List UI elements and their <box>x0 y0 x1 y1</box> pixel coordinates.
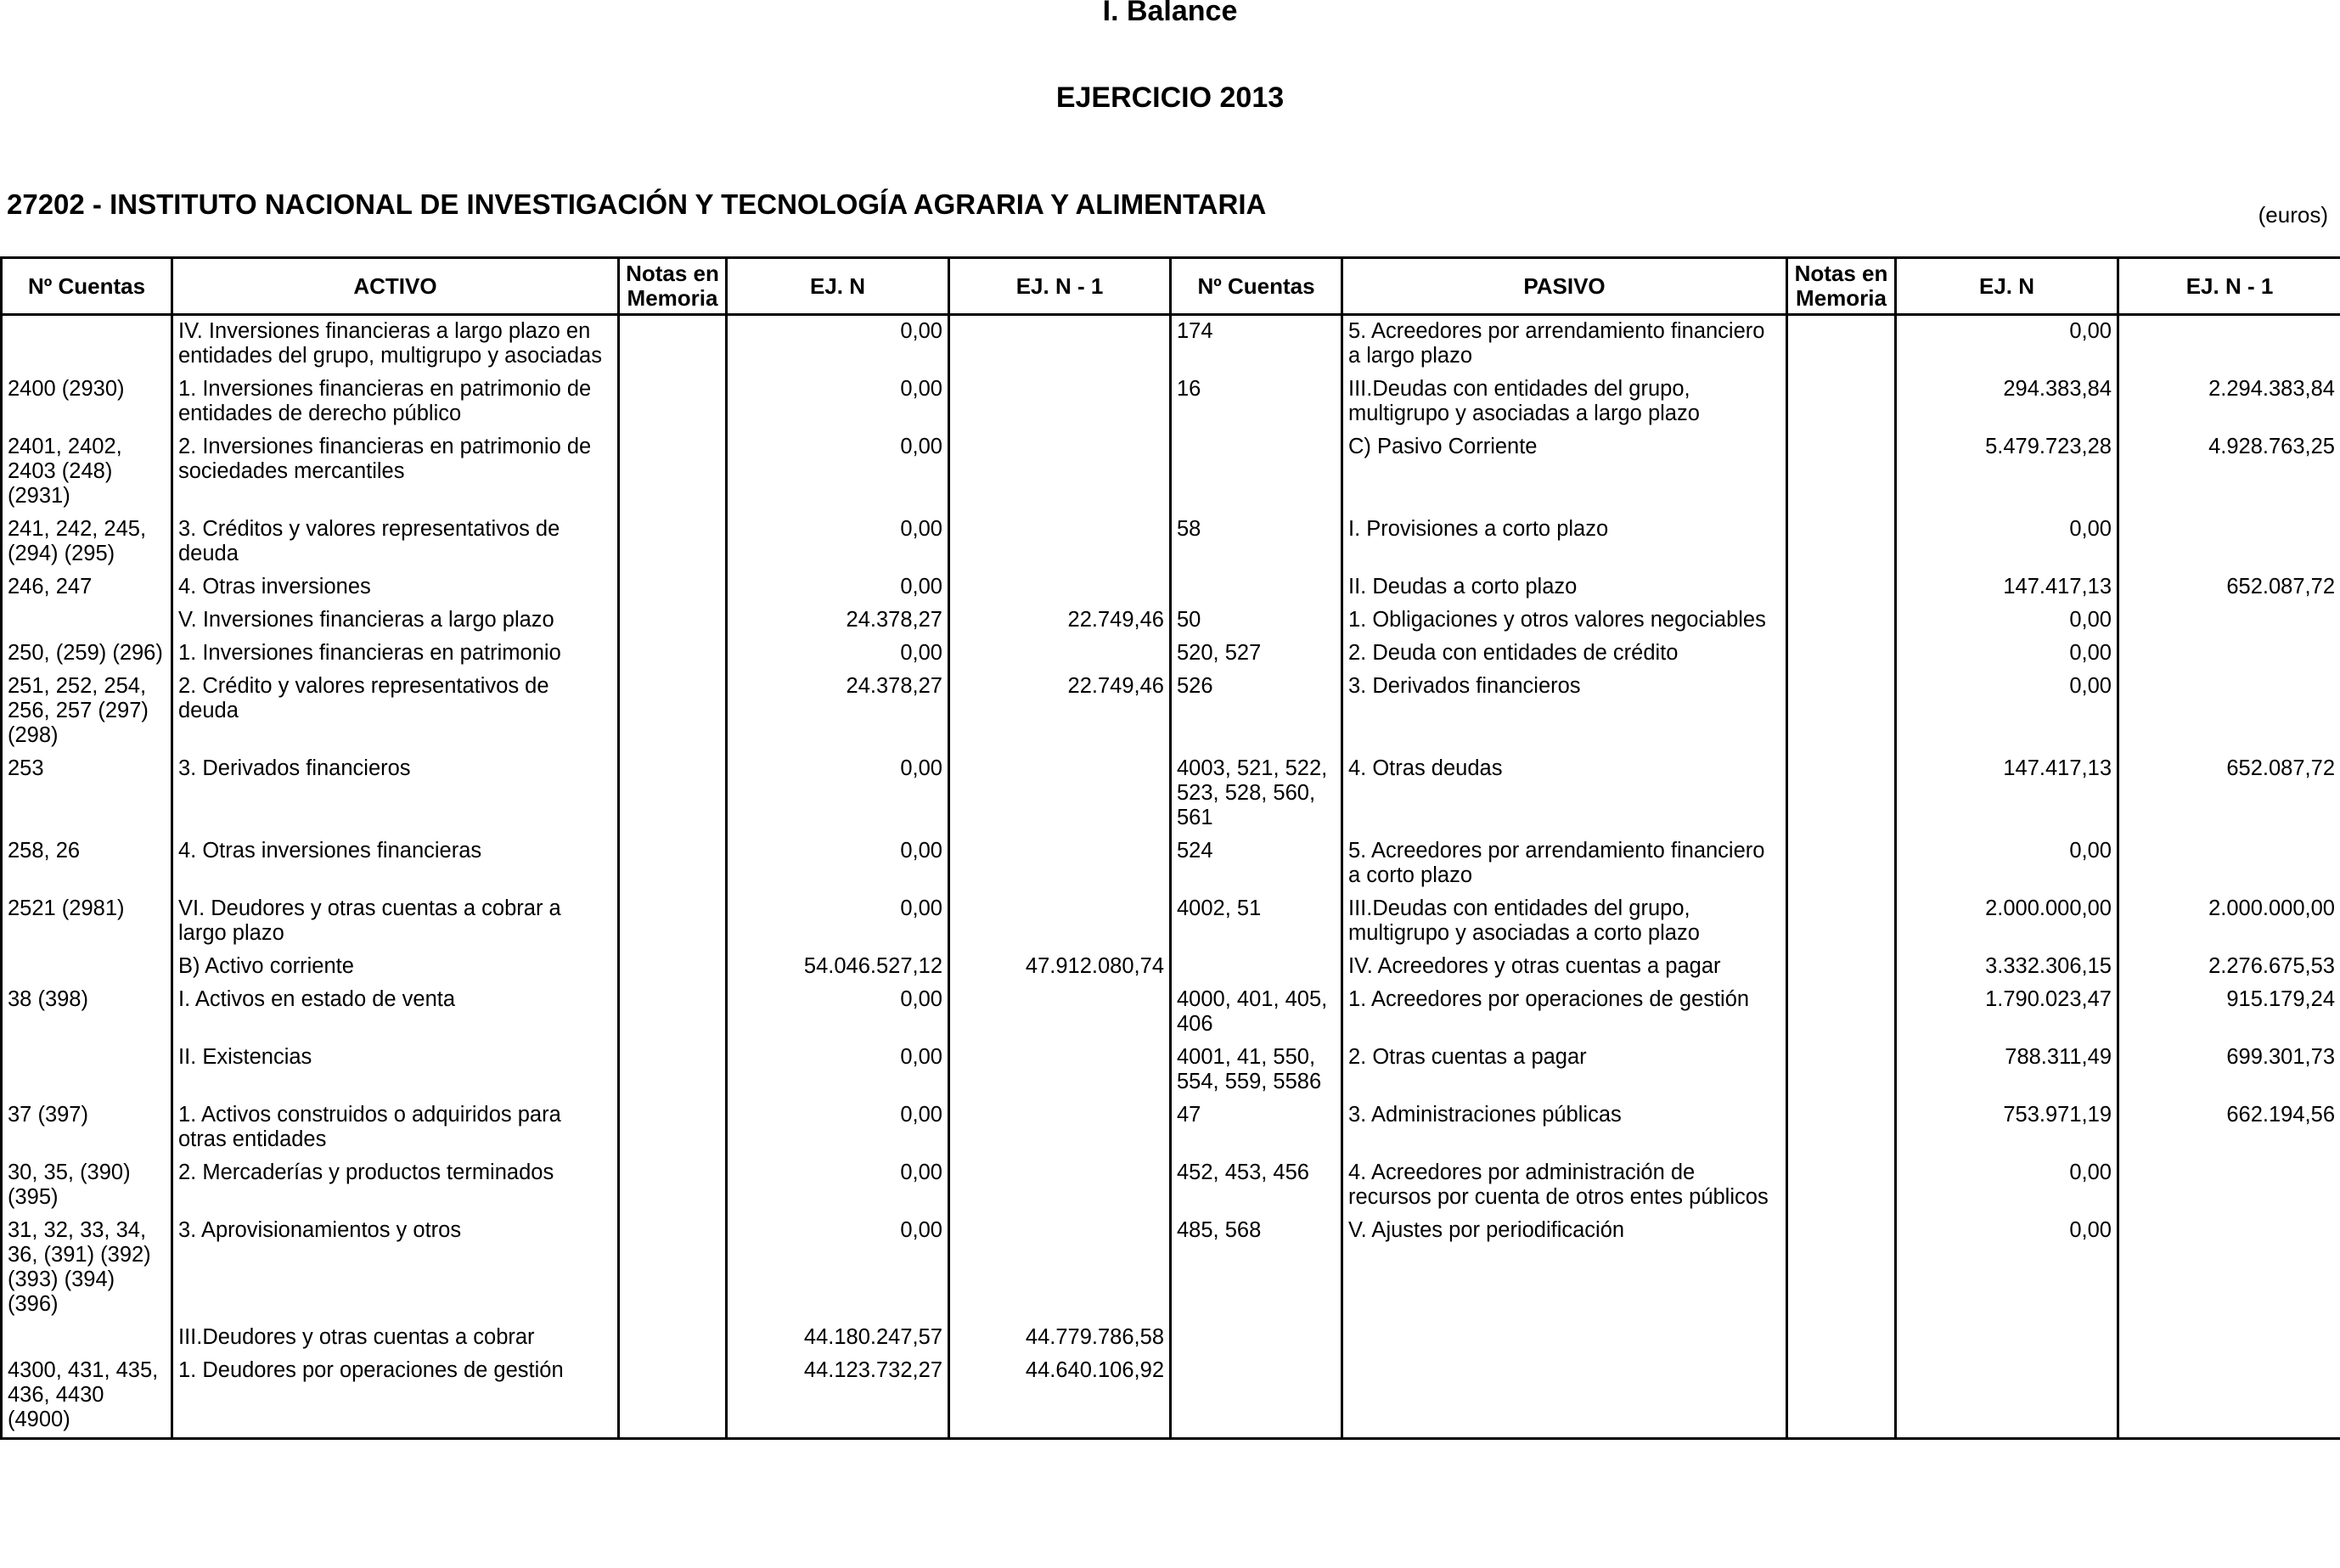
cell-activo-ej-n-1 <box>949 893 1171 951</box>
cell-notas-activo <box>619 1322 727 1355</box>
cell-pasivo-ej-n-1: 4.928.763,25 <box>2118 431 2340 514</box>
cell-activo-concepto: V. Inversiones financieras a largo plazo <box>172 604 619 638</box>
cell-activo-concepto: 2. Crédito y valores representativos de deuda <box>172 671 619 753</box>
cell-activo-ej-n-1 <box>949 1042 1171 1099</box>
cell-pasivo-ej-n <box>1896 1322 2118 1355</box>
cell-pasivo-concepto: 2. Deuda con entidades de crédito <box>1342 638 1787 671</box>
table-row <box>2 893 2340 951</box>
cell-cuentas-activo <box>2 1042 172 1099</box>
cell-pasivo-ej-n: 0,00 <box>1896 1157 2118 1215</box>
cell-pasivo-ej-n: 0,00 <box>1896 514 2118 571</box>
cell-pasivo-concepto: III.Deudas con entidades del grupo, multigrupo y asociadas a corto plazo <box>1342 893 1787 951</box>
cell-pasivo-ej-n: 0,00 <box>1896 638 2118 671</box>
col-header-ejn-activo: EJ. N <box>727 258 949 315</box>
cell-pasivo-concepto: 3. Administraciones públicas <box>1342 1099 1787 1157</box>
cell-cuentas-pasivo <box>1171 431 1342 514</box>
cell-cuentas-activo: 258, 26 <box>2 835 172 893</box>
cell-activo-ej-n-1 <box>949 1215 1171 1322</box>
table-row <box>2 514 2340 571</box>
cell-pasivo-ej-n-1: 2.276.675,53 <box>2118 951 2340 984</box>
cell-notas-activo <box>619 1042 727 1099</box>
table-row <box>2 1157 2340 1215</box>
cell-pasivo-ej-n: 0,00 <box>1896 604 2118 638</box>
cell-cuentas-pasivo <box>1171 1322 1342 1355</box>
cell-notas-pasivo <box>1787 431 1896 514</box>
cell-pasivo-ej-n: 0,00 <box>1896 835 2118 893</box>
cell-notas-pasivo <box>1787 1157 1896 1215</box>
cell-pasivo-ej-n-1 <box>2118 1322 2340 1355</box>
cell-pasivo-ej-n-1: 2.294.383,84 <box>2118 374 2340 431</box>
cell-notas-activo <box>619 604 727 638</box>
cell-cuentas-activo: 4300, 431, 435, 436, 4430 (4900) <box>2 1355 172 1439</box>
table-row <box>2 638 2340 671</box>
cell-notas-activo <box>619 1355 727 1439</box>
cell-cuentas-pasivo <box>1171 571 1342 604</box>
cell-pasivo-ej-n: 788.311,49 <box>1896 1042 2118 1099</box>
cell-cuentas-activo <box>2 951 172 984</box>
cell-notas-pasivo <box>1787 984 1896 1042</box>
cell-notas-pasivo <box>1787 514 1896 571</box>
cell-cuentas-pasivo: 4002, 51 <box>1171 893 1342 951</box>
balance-table <box>0 256 2340 1440</box>
table-row <box>2 753 2340 835</box>
cell-cuentas-activo <box>2 315 172 374</box>
cell-activo-ej-n-1 <box>949 514 1171 571</box>
cell-pasivo-ej-n-1 <box>2118 1157 2340 1215</box>
table-row <box>2 671 2340 753</box>
cell-pasivo-ej-n: 753.971,19 <box>1896 1099 2118 1157</box>
cell-notas-activo <box>619 984 727 1042</box>
cell-activo-ej-n: 0,00 <box>727 638 949 671</box>
cell-cuentas-activo: 38 (398) <box>2 984 172 1042</box>
cell-cuentas-pasivo: 520, 527 <box>1171 638 1342 671</box>
cell-pasivo-concepto: II. Deudas a corto plazo <box>1342 571 1787 604</box>
cell-notas-pasivo <box>1787 638 1896 671</box>
notas-line-1: Notas en <box>1794 261 1888 287</box>
cell-activo-ej-n-1 <box>949 638 1171 671</box>
cell-activo-ej-n: 24.378,27 <box>727 604 949 638</box>
cell-activo-ej-n-1 <box>949 984 1171 1042</box>
cell-activo-ej-n-1: 44.779.786,58 <box>949 1322 1171 1355</box>
cell-activo-ej-n: 0,00 <box>727 893 949 951</box>
cell-pasivo-concepto: 3. Derivados financieros <box>1342 671 1787 753</box>
cell-activo-ej-n: 0,00 <box>727 374 949 431</box>
cell-cuentas-pasivo: 174 <box>1171 315 1342 374</box>
cell-cuentas-activo: 253 <box>2 753 172 835</box>
cell-pasivo-concepto: IV. Acreedores y otras cuentas a pagar <box>1342 951 1787 984</box>
col-header-cuentas-pasivo: Nº Cuentas <box>1171 258 1342 315</box>
cell-pasivo-ej-n-1 <box>2118 604 2340 638</box>
cell-activo-ej-n: 0,00 <box>727 753 949 835</box>
cell-cuentas-activo: 2401, 2402, 2403 (248) (2931) <box>2 431 172 514</box>
cell-pasivo-ej-n: 0,00 <box>1896 671 2118 753</box>
cell-pasivo-concepto: 5. Acreedores por arrendamiento financiero a largo plazo <box>1342 315 1787 374</box>
cell-activo-ej-n: 0,00 <box>727 984 949 1042</box>
cell-pasivo-concepto: 5. Acreedores por arrendamiento financiero a corto plazo <box>1342 835 1787 893</box>
cell-pasivo-ej-n-1 <box>2118 1215 2340 1322</box>
page-title: I. Balance <box>1102 0 1238 27</box>
cell-notas-pasivo <box>1787 753 1896 835</box>
cell-notas-activo <box>619 893 727 951</box>
cell-notas-pasivo <box>1787 1042 1896 1099</box>
table-row <box>2 571 2340 604</box>
cell-notas-activo <box>619 1099 727 1157</box>
cell-activo-concepto: 1. Inversiones financieras en patrimonio de entidades de derecho público <box>172 374 619 431</box>
cell-activo-ej-n: 0,00 <box>727 1157 949 1215</box>
cell-notas-activo <box>619 753 727 835</box>
cell-pasivo-ej-n: 147.417,13 <box>1896 571 2118 604</box>
table-row <box>2 315 2340 374</box>
cell-pasivo-concepto: 4. Otras deudas <box>1342 753 1787 835</box>
table-body <box>2 315 2340 1439</box>
cell-cuentas-activo: 2400 (2930) <box>2 374 172 431</box>
cell-pasivo-ej-n-1: 652.087,72 <box>2118 753 2340 835</box>
cell-pasivo-ej-n: 5.479.723,28 <box>1896 431 2118 514</box>
cell-pasivo-ej-n-1: 662.194,56 <box>2118 1099 2340 1157</box>
col-header-notas-activo <box>619 258 727 315</box>
cell-activo-concepto: 1. Deudores por operaciones de gestión <box>172 1355 619 1439</box>
cell-activo-concepto: IV. Inversiones financieras a largo plazo en entidades del grupo, multigrupo y asociadas <box>172 315 619 374</box>
cell-notas-pasivo <box>1787 951 1896 984</box>
cell-notas-activo <box>619 671 727 753</box>
cell-activo-concepto: 4. Otras inversiones financieras <box>172 835 619 893</box>
cell-cuentas-activo <box>2 1322 172 1355</box>
cell-notas-activo <box>619 374 727 431</box>
cell-activo-ej-n: 44.180.247,57 <box>727 1322 949 1355</box>
cell-activo-ej-n: 54.046.527,12 <box>727 951 949 984</box>
cell-pasivo-concepto: V. Ajustes por periodificación <box>1342 1215 1787 1322</box>
col-header-cuentas-activo: Nº Cuentas <box>2 258 172 315</box>
cell-activo-ej-n: 0,00 <box>727 315 949 374</box>
cell-activo-concepto: 1. Activos construidos o adquiridos para otras entidades <box>172 1099 619 1157</box>
cell-cuentas-pasivo: 526 <box>1171 671 1342 753</box>
cell-pasivo-ej-n-1 <box>2118 835 2340 893</box>
cell-activo-ej-n-1 <box>949 835 1171 893</box>
cell-pasivo-ej-n-1: 699.301,73 <box>2118 1042 2340 1099</box>
cell-cuentas-activo <box>2 604 172 638</box>
cell-notas-pasivo <box>1787 315 1896 374</box>
cell-pasivo-ej-n: 147.417,13 <box>1896 753 2118 835</box>
cell-activo-concepto: I. Activos en estado de venta <box>172 984 619 1042</box>
cell-notas-pasivo <box>1787 893 1896 951</box>
cell-pasivo-concepto: I. Provisiones a corto plazo <box>1342 514 1787 571</box>
cell-pasivo-ej-n: 1.790.023,47 <box>1896 984 2118 1042</box>
cell-activo-concepto: B) Activo corriente <box>172 951 619 984</box>
cell-activo-concepto: 1. Inversiones financieras en patrimonio <box>172 638 619 671</box>
cell-notas-activo <box>619 951 727 984</box>
cell-notas-pasivo <box>1787 374 1896 431</box>
cell-notas-pasivo <box>1787 604 1896 638</box>
table-row <box>2 984 2340 1042</box>
units-label: (euros) <box>2258 202 2328 228</box>
cell-cuentas-pasivo: 4003, 521, 522, 523, 528, 560, 561 <box>1171 753 1342 835</box>
cell-cuentas-pasivo: 524 <box>1171 835 1342 893</box>
cell-activo-concepto: 2. Inversiones financieras en patrimonio de sociedades mercantiles <box>172 431 619 514</box>
table-row <box>2 1355 2340 1439</box>
cell-pasivo-concepto: 1. Acreedores por operaciones de gestión <box>1342 984 1787 1042</box>
cell-activo-ej-n: 0,00 <box>727 571 949 604</box>
col-header-ejn1-pasivo: EJ. N - 1 <box>2118 258 2340 315</box>
col-header-ejn-pasivo: EJ. N <box>1896 258 2118 315</box>
cell-notas-activo <box>619 571 727 604</box>
cell-cuentas-activo: 246, 247 <box>2 571 172 604</box>
col-header-activo: ACTIVO <box>172 258 619 315</box>
cell-pasivo-ej-n: 0,00 <box>1896 315 2118 374</box>
cell-cuentas-pasivo <box>1171 1355 1342 1439</box>
cell-pasivo-ej-n: 2.000.000,00 <box>1896 893 2118 951</box>
cell-notas-pasivo <box>1787 1355 1896 1439</box>
notas-line-2: Memoria <box>1796 285 1887 311</box>
cell-activo-ej-n-1: 44.640.106,92 <box>949 1355 1171 1439</box>
cell-pasivo-ej-n-1 <box>2118 638 2340 671</box>
cell-pasivo-ej-n-1: 2.000.000,00 <box>2118 893 2340 951</box>
cell-pasivo-ej-n-1: 915.179,24 <box>2118 984 2340 1042</box>
cell-activo-ej-n-1 <box>949 315 1171 374</box>
cell-activo-concepto: 3. Aprovisionamientos y otros <box>172 1215 619 1322</box>
cell-cuentas-activo: 241, 242, 245, (294) (295) <box>2 514 172 571</box>
cell-notas-activo <box>619 835 727 893</box>
cell-cuentas-activo: 37 (397) <box>2 1099 172 1157</box>
cell-notas-activo <box>619 514 727 571</box>
cell-notas-pasivo <box>1787 571 1896 604</box>
cell-pasivo-concepto: 2. Otras cuentas a pagar <box>1342 1042 1787 1099</box>
cell-activo-ej-n-1 <box>949 571 1171 604</box>
cell-notas-pasivo <box>1787 835 1896 893</box>
cell-pasivo-ej-n-1 <box>2118 671 2340 753</box>
cell-activo-ej-n: 0,00 <box>727 1042 949 1099</box>
cell-pasivo-ej-n-1: 652.087,72 <box>2118 571 2340 604</box>
table-row <box>2 835 2340 893</box>
cell-activo-ej-n-1 <box>949 753 1171 835</box>
cell-activo-ej-n: 0,00 <box>727 514 949 571</box>
cell-cuentas-pasivo: 4000, 401, 405, 406 <box>1171 984 1342 1042</box>
cell-activo-concepto: VI. Deudores y otras cuentas a cobrar a largo plazo <box>172 893 619 951</box>
cell-pasivo-concepto: 4. Acreedores por administración de recursos por cuenta de otros entes públicos <box>1342 1157 1787 1215</box>
entity-heading: 27202 - INSTITUTO NACIONAL DE INVESTIGACIÓN Y TECNOLOGÍA AGRARIA Y ALIMENTARIA <box>7 188 1267 220</box>
table-row <box>2 431 2340 514</box>
cell-activo-ej-n: 0,00 <box>727 1099 949 1157</box>
cell-pasivo-ej-n <box>1896 1355 2118 1439</box>
table-row <box>2 1322 2340 1355</box>
cell-activo-ej-n-1: 22.749,46 <box>949 671 1171 753</box>
cell-notas-pasivo <box>1787 1215 1896 1322</box>
cell-pasivo-concepto: 1. Obligaciones y otros valores negociables <box>1342 604 1787 638</box>
cell-cuentas-pasivo: 47 <box>1171 1099 1342 1157</box>
cell-activo-ej-n: 24.378,27 <box>727 671 949 753</box>
cell-activo-ej-n: 0,00 <box>727 835 949 893</box>
cell-pasivo-concepto: III.Deudas con entidades del grupo, multigrupo y asociadas a largo plazo <box>1342 374 1787 431</box>
cell-activo-ej-n: 0,00 <box>727 1215 949 1322</box>
cell-cuentas-activo: 2521 (2981) <box>2 893 172 951</box>
table-row <box>2 1215 2340 1322</box>
col-header-pasivo: PASIVO <box>1342 258 1787 315</box>
cell-cuentas-pasivo: 4001, 41, 550, 554, 559, 5586 <box>1171 1042 1342 1099</box>
cell-notas-activo <box>619 315 727 374</box>
table-row <box>2 374 2340 431</box>
cell-pasivo-ej-n: 0,00 <box>1896 1215 2118 1322</box>
cell-activo-concepto: III.Deudores y otras cuentas a cobrar <box>172 1322 619 1355</box>
cell-notas-pasivo <box>1787 671 1896 753</box>
cell-cuentas-pasivo: 58 <box>1171 514 1342 571</box>
col-header-notas-pasivo <box>1787 258 1896 315</box>
cell-cuentas-pasivo: 50 <box>1171 604 1342 638</box>
cell-activo-concepto: 4. Otras inversiones <box>172 571 619 604</box>
cell-activo-concepto: 3. Derivados financieros <box>172 753 619 835</box>
cell-pasivo-concepto <box>1342 1355 1787 1439</box>
table-row <box>2 1099 2340 1157</box>
table-header-row <box>2 258 2340 315</box>
cell-activo-ej-n-1: 22.749,46 <box>949 604 1171 638</box>
cell-notas-pasivo <box>1787 1099 1896 1157</box>
table-row <box>2 951 2340 984</box>
col-header-ejn1-activo: EJ. N - 1 <box>949 258 1171 315</box>
cell-notas-pasivo <box>1787 1322 1896 1355</box>
cell-activo-ej-n: 44.123.732,27 <box>727 1355 949 1439</box>
cell-cuentas-pasivo <box>1171 951 1342 984</box>
cell-notas-activo <box>619 1215 727 1322</box>
cell-cuentas-pasivo: 452, 453, 456 <box>1171 1157 1342 1215</box>
cell-notas-activo <box>619 431 727 514</box>
cell-notas-activo <box>619 1157 727 1215</box>
cell-activo-ej-n-1 <box>949 374 1171 431</box>
cell-activo-ej-n-1 <box>949 1157 1171 1215</box>
table-row <box>2 604 2340 638</box>
cell-cuentas-activo: 31, 32, 33, 34, 36, (391) (392) (393) (394) (396) <box>2 1215 172 1322</box>
table-row <box>2 1042 2340 1099</box>
cell-pasivo-concepto <box>1342 1322 1787 1355</box>
cell-activo-ej-n-1: 47.912.080,74 <box>949 951 1171 984</box>
cell-pasivo-concepto: C) Pasivo Corriente <box>1342 431 1787 514</box>
cell-cuentas-activo: 251, 252, 254, 256, 257 (297) (298) <box>2 671 172 753</box>
cell-cuentas-pasivo: 16 <box>1171 374 1342 431</box>
cell-pasivo-ej-n: 3.332.306,15 <box>1896 951 2118 984</box>
cell-activo-concepto: 2. Mercaderías y productos terminados <box>172 1157 619 1215</box>
cell-activo-ej-n-1 <box>949 1099 1171 1157</box>
cell-activo-ej-n: 0,00 <box>727 431 949 514</box>
cell-pasivo-ej-n: 294.383,84 <box>1896 374 2118 431</box>
cell-cuentas-activo: 250, (259) (296) <box>2 638 172 671</box>
cell-activo-concepto: 3. Créditos y valores representativos de deuda <box>172 514 619 571</box>
cell-notas-activo <box>619 638 727 671</box>
cell-pasivo-ej-n-1 <box>2118 315 2340 374</box>
notas-line-1: Notas en <box>626 261 719 287</box>
cell-cuentas-activo: 30, 35, (390) (395) <box>2 1157 172 1215</box>
notas-line-2: Memoria <box>627 285 718 311</box>
cell-cuentas-pasivo: 485, 568 <box>1171 1215 1342 1322</box>
cell-pasivo-ej-n-1 <box>2118 1355 2340 1439</box>
cell-activo-concepto: II. Existencias <box>172 1042 619 1099</box>
page-subtitle: EJERCICIO 2013 <box>1055 81 1285 114</box>
cell-pasivo-ej-n-1 <box>2118 514 2340 571</box>
cell-activo-ej-n-1 <box>949 431 1171 514</box>
